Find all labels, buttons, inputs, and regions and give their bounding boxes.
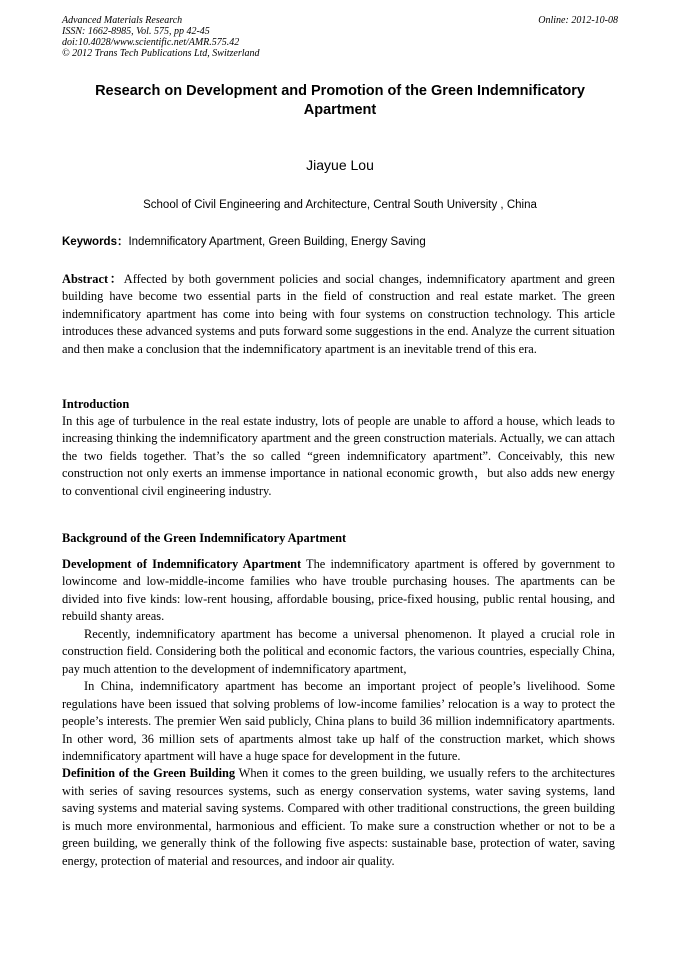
- development-label: Development of Indemnificatory Apartment: [62, 557, 302, 571]
- definition-text: When it comes to the green building, we usually refers to the architectures with series of saving resources systems, such as energy conservation systems, water saving systems, land saving systems and material saving systems. Compared with other traditional constructions, the green building is much more environmental, harmonious and efficient. To make sure a construction whether or not to be a green building, we generally think of the following five aspects: sustainable base, protection of water, saving energy, protection of material and resources, and indoor air quality.: [62, 766, 616, 868]
- keywords-text: Indemnificatory Apartment, Green Building, Energy Saving: [128, 236, 426, 248]
- issn-line: ISSN: 1662-8985, Vol. 575, pp 42-45: [62, 26, 210, 37]
- paragraph-china: In China, indemnificatory apartment has become an important project of people’s livelihood. Some regulations have been issued that solving problems of low-income families’ relocation is a way to protect the people’s interests. The premier Wen said publicly, China plans to build 36 million indemnificatory apartments. In other word, 36 million sets of apartments almost take up half of the construction market, which shows indemnificatory apartment will have a huge space for development in the future.: [62, 679, 615, 763]
- introduction-text: In this age of turbulence in the real estate industry, lots of people are unable to afford a house, which leads to increasing thinking the indemnificatory apartment and the green construction materials. Actually, we can attach the two fields together. That’s the so called “green indemnificatory apartment”. Conceivably, this new construction not only exerts an immense importance in national economic growth，but also adds new energy to conventional civil engineering industry.: [62, 414, 615, 498]
- online-date: Online: 2012-10-08: [538, 15, 618, 26]
- background-section: [62, 556, 615, 870]
- abstract-text: Affected by both government policies and social changes, indemnificatory apartment and green building have become two essential parts in the field of construction and real estate market. The green indemnificatory apartment has come into being with four systems on construction technology. This article introduces these advanced systems and puts forward some suggestions in the end. Analyze the current situation and then make a conclusion that the indemnificatory apartment is an inevitable trend of this era.: [62, 272, 615, 356]
- introduction-paragraph: [62, 413, 615, 500]
- development-paragraph: [62, 556, 615, 626]
- copyright-line: © 2012 Trans Tech Publications Ltd, Switzerland: [62, 48, 260, 59]
- journal-header: [62, 15, 618, 59]
- journal-name: Advanced Materials Research: [62, 15, 183, 26]
- keywords: [62, 235, 618, 250]
- author-affiliation: School of Civil Engineering and Architecture, Central South University , China: [143, 199, 537, 211]
- background-heading: Background of the Green Indemnificatory Apartment: [62, 531, 347, 545]
- paragraph-recently: Recently, indemnificatory apartment has become a universal phenomenon. It played a crucial role in construction field. Considering both the political and economic factors, the various countries, especially China, pay much attention to the development of indemnificatory apartment,: [62, 626, 615, 676]
- keywords-label: Keywords：: [62, 236, 129, 248]
- abstract: [62, 271, 615, 358]
- abstract-label: Abstract：: [62, 272, 124, 286]
- definition-paragraph: [62, 765, 615, 870]
- paper-title: Research on Development and Promotion of the Green Indemnificatory Apartment: [95, 83, 585, 118]
- introduction-heading: Introduction: [62, 397, 130, 411]
- doi-line: doi:10.4028/www.scientific.net/AMR.575.42: [62, 37, 240, 48]
- author-name: Jiayue Lou: [306, 157, 374, 173]
- definition-label: Definition of the Green Building: [62, 766, 236, 781]
- development-text: The indemnificatory apartment is offered by government to lowincome and low-middle-income families who have trouble purchasing houses. The apartments can be divided into five kinds: low-rent housing, affordable bousing, price-fixed housing, public rental housing, and rebuild shanty areas.: [62, 557, 616, 624]
